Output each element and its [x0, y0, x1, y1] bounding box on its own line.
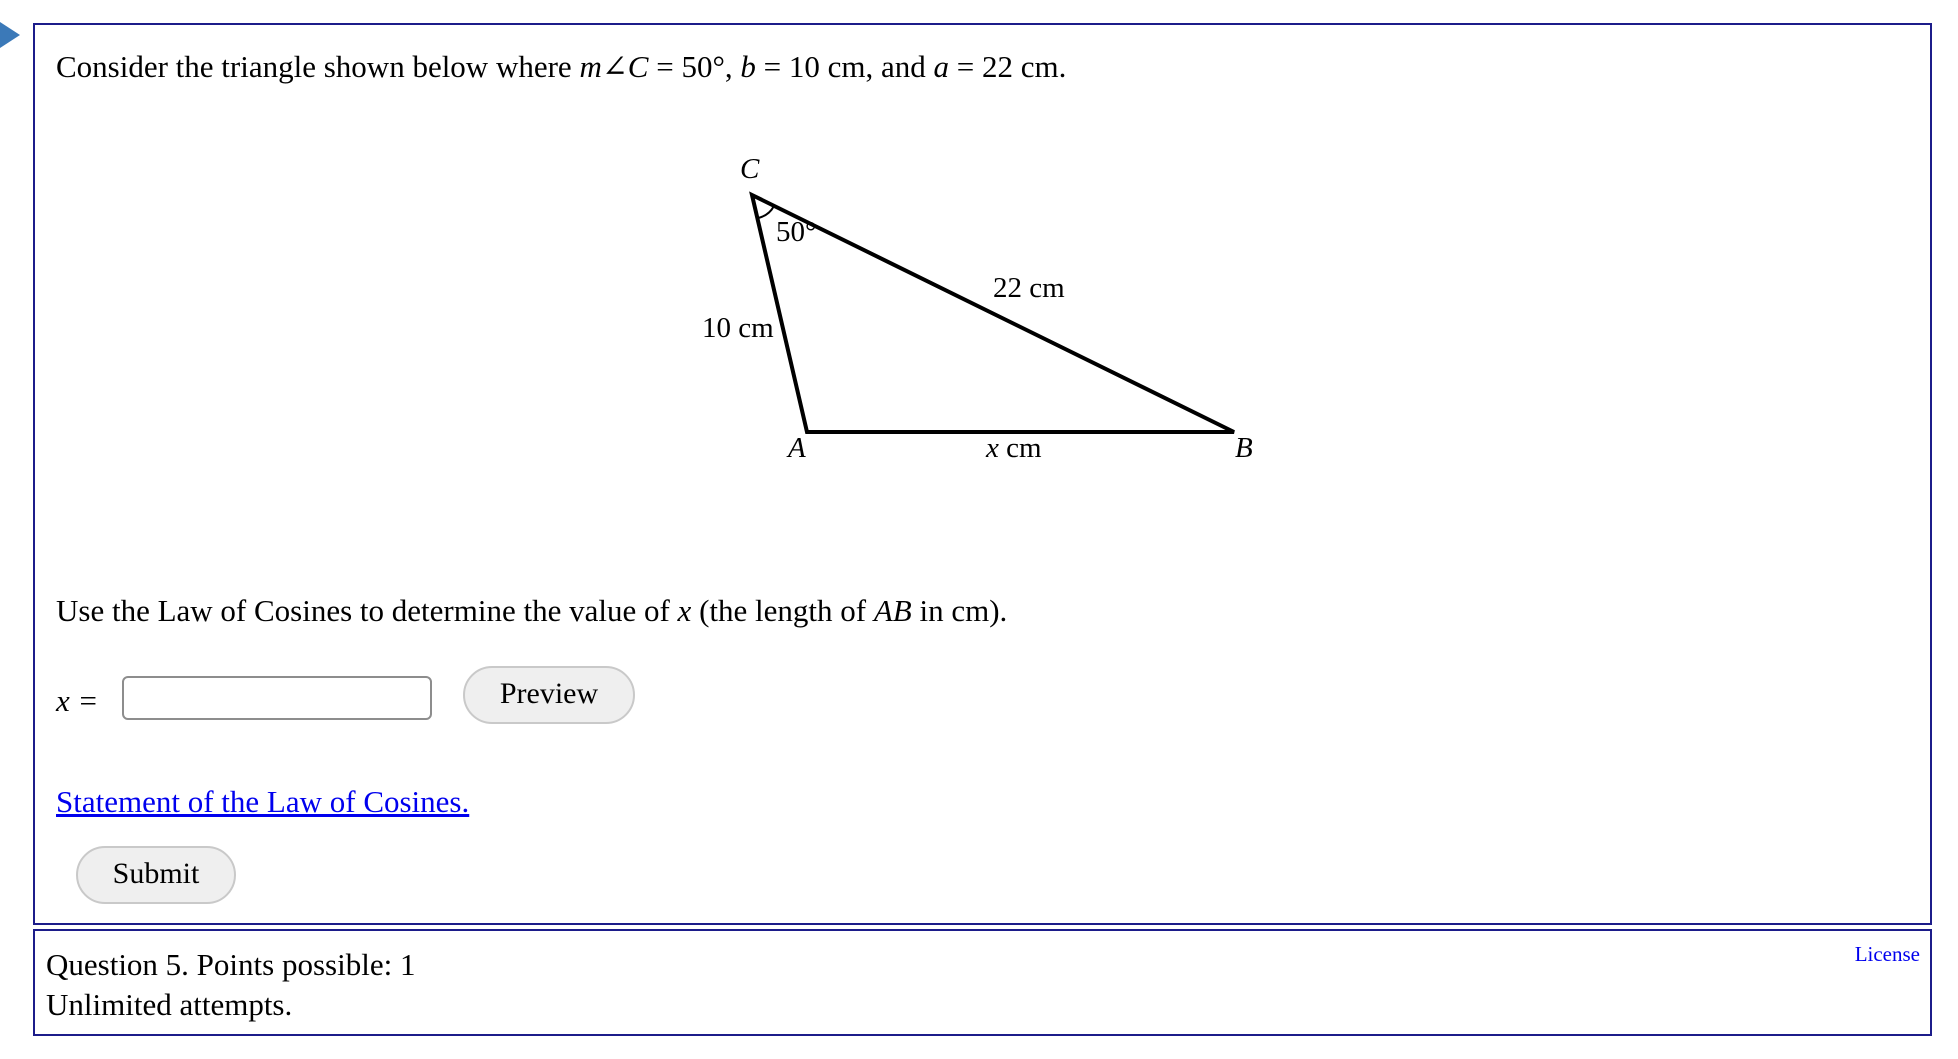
prompt-segment: AB: [873, 593, 912, 628]
answer-input[interactable]: [122, 676, 432, 720]
side-ab-label: [985, 432, 1042, 464]
triangle-shape: [752, 195, 1234, 432]
license-link[interactable]: License: [1854, 942, 1920, 966]
vertex-a-label: A: [788, 432, 806, 464]
prompt-suffix: in cm).: [911, 593, 1008, 628]
answer-var-label: x =: [56, 683, 99, 718]
side-a-symbol: a: [933, 49, 949, 84]
attempts-info: Unlimited attempts.: [46, 987, 293, 1022]
vertex-b-label: B: [1235, 432, 1253, 464]
angle-symbol: m∠C: [579, 49, 649, 84]
points-info: Question 5. Points possible: 1: [46, 947, 416, 982]
intro-text: Consider the triangle shown below where: [56, 49, 580, 84]
vertex-c-label: C: [740, 153, 760, 185]
side-bc-label: 22 cm: [993, 272, 1065, 304]
angle-arc: [758, 206, 774, 218]
submit-button[interactable]: Submit: [76, 846, 236, 904]
question-intro: [56, 47, 1066, 87]
prompt-var: x: [677, 593, 692, 628]
side-ab-unit: cm: [998, 432, 1042, 464]
question-panel: [33, 23, 1932, 925]
side-ac-label: 10 cm: [702, 312, 774, 344]
angle-value: = 50°,: [648, 49, 741, 84]
prompt-text: Use the Law of Cosines to determine the value of: [56, 593, 678, 628]
side-b-value: = 10 cm, and: [755, 49, 934, 84]
preview-button[interactable]: Preview: [463, 666, 635, 724]
angle-label: 50°: [776, 216, 817, 248]
side-b-symbol: b: [740, 49, 756, 84]
question-info-panel: [33, 929, 1932, 1036]
law-of-cosines-link[interactable]: Statement of the Law of Cosines.: [56, 784, 470, 819]
side-a-value: = 22 cm.: [949, 49, 1067, 84]
prompt-middle: (the length of: [691, 593, 874, 628]
question-marker-icon: [0, 22, 20, 48]
side-ab-var: x: [986, 432, 999, 464]
question-prompt: [56, 591, 1007, 631]
